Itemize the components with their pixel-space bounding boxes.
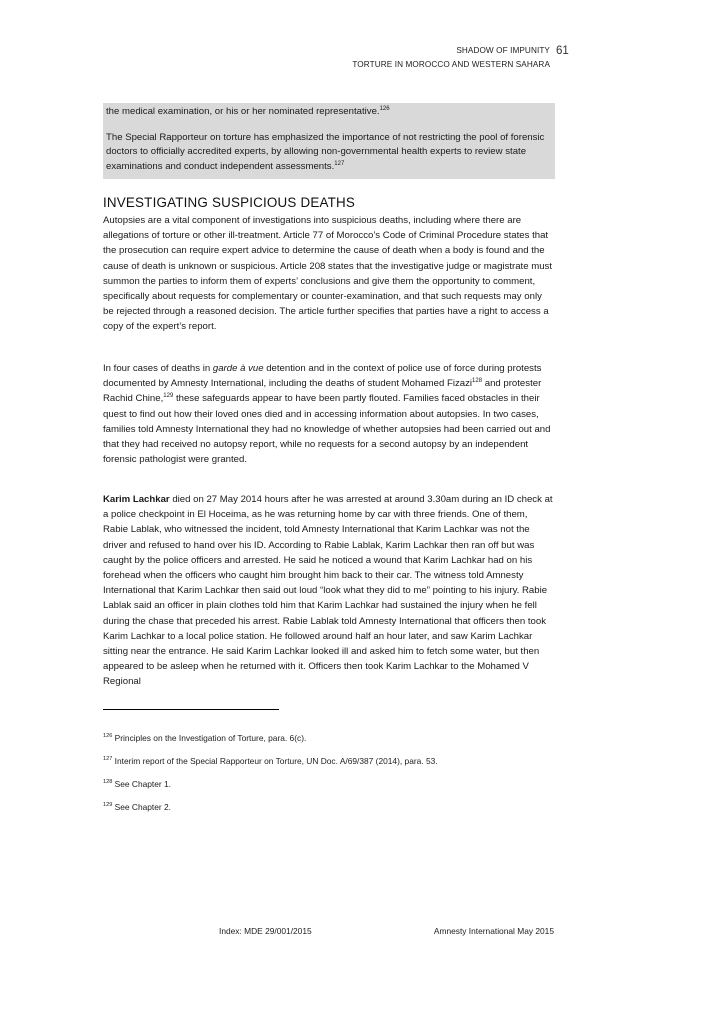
person-name-bold: Karim Lachkar [103, 494, 170, 505]
footnote-divider [103, 709, 279, 710]
italic-term: garde à vue [212, 363, 264, 374]
footnote-128 [103, 778, 555, 790]
shaded-text-box [103, 103, 555, 179]
footer-index: Index: MDE 29/001/2015 [219, 926, 312, 936]
footnote-number: 127 [103, 756, 113, 763]
body-paragraph-2-text-c: and protester Rachid Chine, [103, 378, 542, 405]
footer-publisher: Amnesty International May 2015 [433, 926, 554, 936]
running-header-subtitle: TORTURE IN MOROCCO AND WESTERN SAHARA [352, 60, 550, 69]
body-paragraph-2 [103, 361, 555, 467]
boxed-paragraph-2 [106, 131, 552, 174]
boxed-paragraph-1-text: the medical examination, or his or her nominated representative. [106, 106, 380, 117]
footnote-129 [103, 801, 555, 813]
running-header [352, 44, 550, 72]
body-paragraph-2-text-a: In four cases of deaths in [103, 363, 213, 374]
body-paragraph-2-text-b: detention and in the context of police use of force during protests documented by Amnesty International, including the deaths of student Mohamed Fizazi [103, 363, 542, 390]
footnotes [103, 732, 555, 824]
footnote-ref-126[interactable]: 126 [379, 105, 390, 112]
running-header-title: SHADOW OF IMPUNITY [456, 46, 550, 55]
footnote-ref-127[interactable]: 127 [334, 160, 345, 167]
footnote-number: 126 [103, 733, 113, 740]
footnote-ref-128[interactable]: 128 [472, 378, 483, 385]
body-paragraph-1: Autopsies are a vital component of investigations into suspicious deaths, including where there are allegations of torture or other ill-treatment. Article 77 of Morocco’s Code of Criminal Procedure states that the prosecution can require expert advice to determine the cause of death when a body is found and the cause of death is unknown or suspicious. Article 208 states that the investigative judge or magistrate must summon the parties to inform them of experts’ conclusions and give them the opportunity to comment, specifically about requests for complementary or counter-examination, and that such requests may only be rejected through a reasoned decision. The article further specifies that parties have a right to access a copy of the expert’s report. [103, 215, 553, 333]
footnote-ref-129[interactable]: 129 [163, 393, 174, 400]
footnote-text: Principles on the Investigation of Torture, para. 6(c). [112, 733, 307, 743]
body-paragraph-2-text-d: these safeguards appear to have been partly flouted. Families faced obstacles in their quest to find out how their loved ones died and in accessing information about autopsies. In two cases, families told Amnesty International they had no knowledge of whether autopsies had been carried out and that they had received no autopsy report, while no requests for a second autopsy by an independent forensic pathologist were granted. [103, 393, 551, 466]
footnote-number: 128 [103, 779, 113, 786]
boxed-paragraph-2-text: The Special Rapporteur on torture has emphasized the importance of not restricting the pool of forensic doctors to officially accredited experts, by allowing non-governmental health experts to review state examinations and conduct independent assessments. [106, 132, 545, 172]
page-number: 61 [556, 45, 569, 57]
footnote-text: Interim report of the Special Rapporteur on Torture, UN Doc. A/69/387 (2014), para. 53. [112, 756, 438, 766]
section-heading: INVESTIGATING SUSPICIOUS DEATHS [103, 195, 355, 210]
footnote-text: See Chapter 2. [112, 802, 172, 812]
footnote-text: See Chapter 1. [112, 779, 172, 789]
body-paragraph-3-text: died on 27 May 2014 hours after he was arrested at around 3.30am during an ID check at a police checkpoint in El Hoceima, as he was returning home by car with three friends. One of them, Rabie Lablak, who witnessed the incident, told Amnesty International that Karim Lachkar was not the driver and refused to hand over his ID. According to Rabie Lablak, Karim Lachkar then ran off but was caught by the police officers and arrested. He said he noticed a wound that Karim Lachkar had on his forehead when the officers who caught him brought him back to their car. The witness told Amnesty International that Karim Lachkar then said out loud “look what they did to me” pointing to his injury. Rabie Lablak said an officer in plain clothes told him that Karim Lachkar had sustained the injury when he fell during the chase that preceded his arrest. Rabie Lablak told Amnesty International that officers then took Karim Lachkar to a local police station. He followed around half an hour later, and saw Karim Lachkar sitting near the entrance. He said Karim Lachkar looked ill and asked him to fetch some water, but then appeared to be asleep when he returned with it. Officers then took Karim Lachkar to the Mohamed V Regional [103, 494, 553, 688]
footnote-126 [103, 732, 555, 744]
body-paragraph-3 [103, 492, 555, 690]
footnote-127 [103, 755, 555, 767]
boxed-paragraph-1 [106, 105, 552, 119]
footnote-number: 129 [103, 802, 113, 809]
